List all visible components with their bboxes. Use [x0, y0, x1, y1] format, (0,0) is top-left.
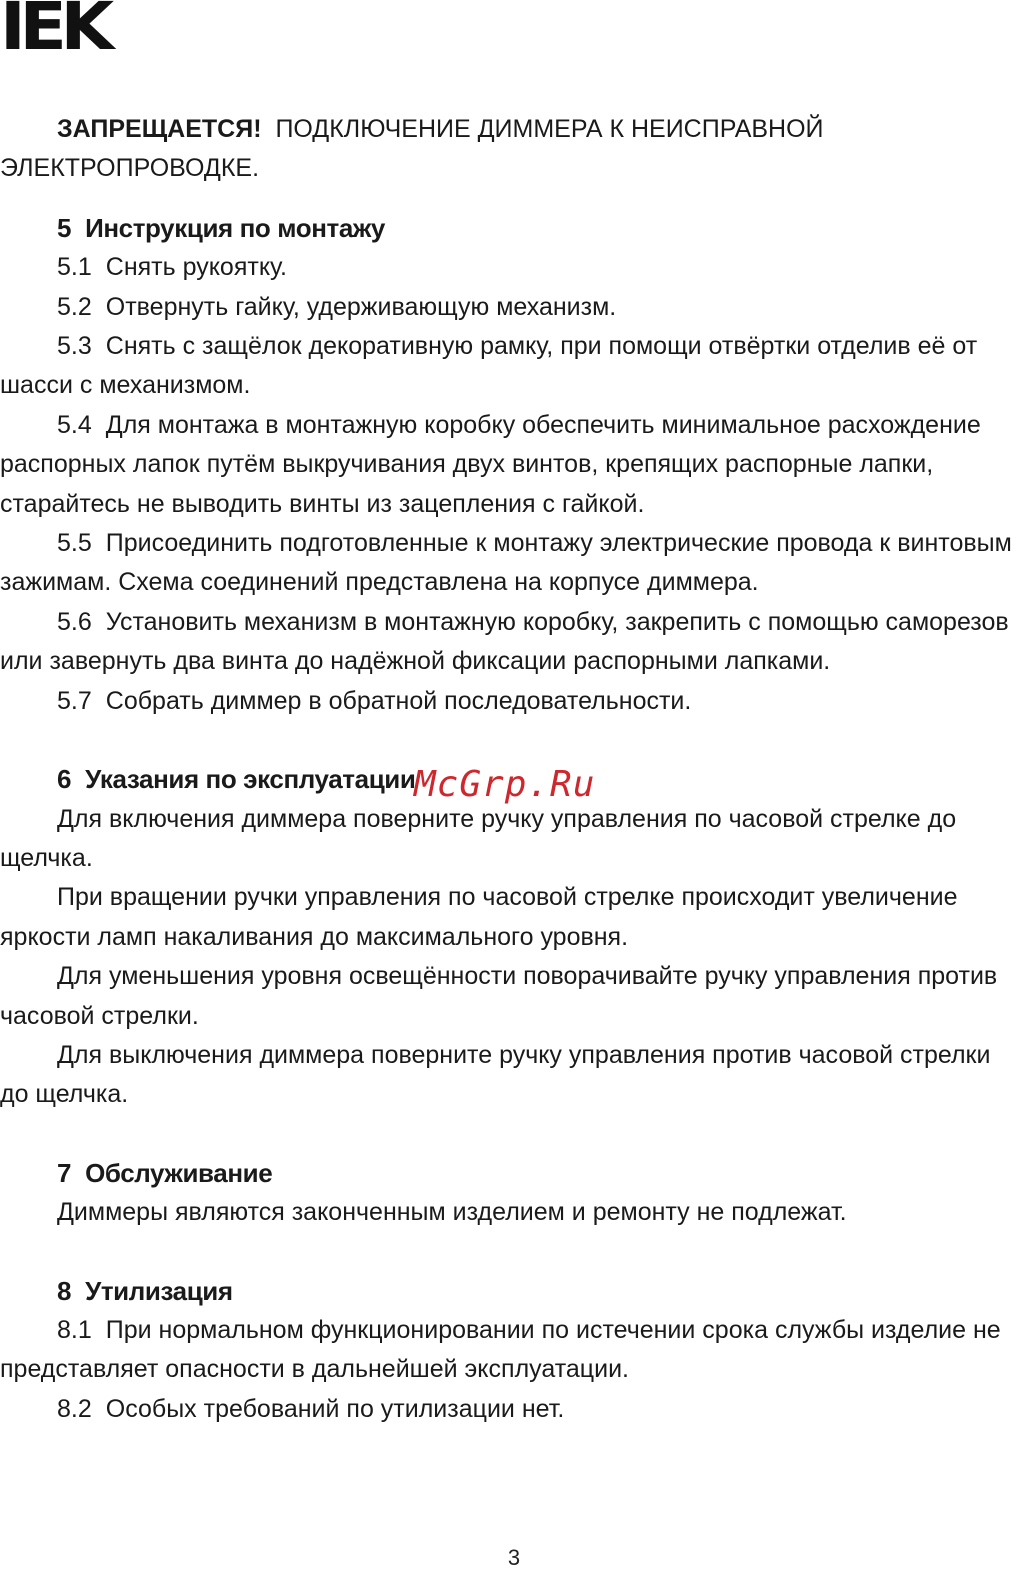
- list-item: 5.2 Отвернуть гайку, удерживающую механизм.: [57, 292, 617, 321]
- section-heading-operation: 6 Указания по эксплуатации: [57, 764, 416, 795]
- iek-logo: IEK: [0, 0, 108, 65]
- section-heading-disposal: 8 Утилизация: [57, 1275, 233, 1306]
- list-item: 5.1 Снять рукоятку.: [57, 253, 287, 282]
- paragraph: Для включения диммера поверните ручку управления по часовой стрелке до щелчка.: [0, 804, 957, 872]
- list-item: 5.6 Установить механизм в монтажную коробку, закрепить с помощью саморезов или завернуть два винта до надёжной фиксации распорными лапками.: [0, 607, 1009, 676]
- section-heading-maintenance: 7 Обслуживание: [57, 1157, 273, 1188]
- list-item: 8.2 Особых требований по утилизации нет.: [57, 1394, 565, 1423]
- list-item: 5.3 Снять с защёлок декоративную рамку, при помощи отвёртки отделив её от шасси с механизмом.: [0, 332, 978, 400]
- list-item: 8.1 При нормальном функционировании по истечении срока службы изделие не представляет опасности в дальнейшей эксплуатации.: [0, 1315, 1001, 1384]
- watermark: McGrp.Ru: [414, 764, 596, 805]
- list-item: 5.7 Собрать диммер в обратной последовательности.: [57, 686, 692, 715]
- paragraph: Для уменьшения уровня освещённости поворачивайте ручку управления против часовой стрелки.: [0, 962, 998, 1030]
- page-number: 3: [507, 1545, 521, 1570]
- list-item: 5.4 Для монтажа в монтажную коробку обеспечить минимальное расхождение распорных лапок путём выкручивания двух винтов, крепящих распорные лапки, старайтесь не выводить винты из зацепления с гайкой.: [0, 410, 981, 518]
- warning-text: ПОДКЛЮЧЕНИЕ ДИММЕРА К НЕИСПРАВНОЙ ЭЛЕКТРОПРОВОДКЕ.: [0, 115, 824, 183]
- warning-label: ЗАПРЕЩАЕТСЯ!: [57, 115, 262, 143]
- warning-paragraph: [0, 110, 1020, 189]
- section-heading-montage: 5 Инструкция по монтажу: [57, 212, 385, 243]
- paragraph: Для выключения диммера поверните ручку управления против часовой стрелки до щелчка.: [0, 1040, 991, 1109]
- list-item: 5.5 Присоединить подготовленные к монтажу электрические провода к винтовым зажимам. Схема соединений представлена на корпусе диммера.: [0, 529, 1012, 597]
- paragraph: При вращении ручки управления по часовой стрелке происходит увеличение яркости ламп накаливания до максимального уровня.: [0, 883, 958, 951]
- paragraph: Диммеры являются законченным изделием и ремонту не подлежат.: [57, 1198, 847, 1227]
